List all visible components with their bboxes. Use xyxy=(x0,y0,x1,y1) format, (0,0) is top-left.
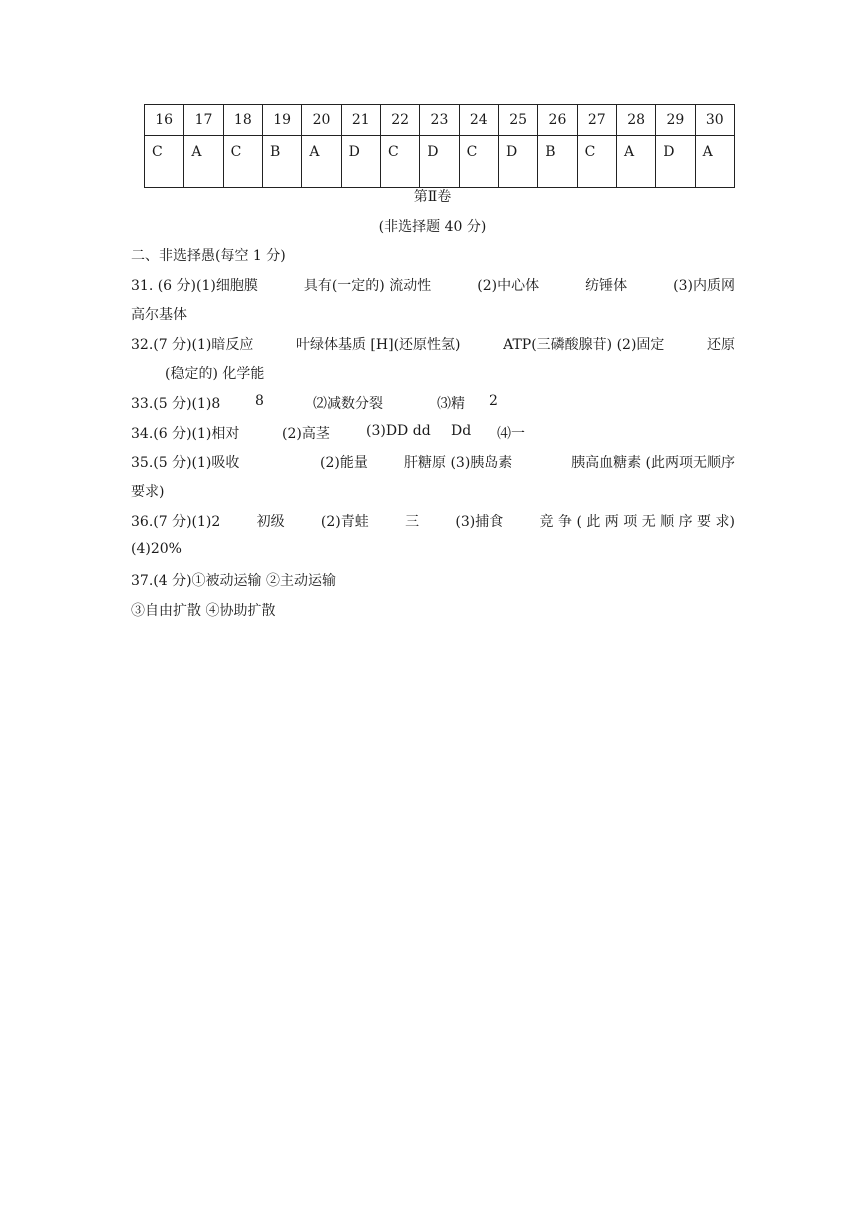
section-subtitle: (非选择题 40 分) xyxy=(378,219,487,235)
answer-segment: Dd xyxy=(451,423,472,439)
question-35-line-2: 要求) xyxy=(131,484,165,500)
section-heading: 二、非选择愚(每空 1 分) xyxy=(131,248,286,264)
answer-cell: B xyxy=(262,136,301,188)
answer-cell: D xyxy=(341,136,380,188)
answer-segment: 肝糖原 (3)胰岛素 xyxy=(404,455,513,471)
answer-segment: 还原 xyxy=(707,337,735,353)
answer-cell: C xyxy=(145,136,184,188)
answer-segment: (3)捕食 xyxy=(455,514,504,530)
answer-segment: 35.(5 分)(1)吸收 xyxy=(131,455,240,471)
answer-segment: ⑶精 xyxy=(437,396,465,412)
answer-segment: 三 xyxy=(405,514,420,530)
question-31-line-1 xyxy=(131,275,735,295)
answer-segment: 胰高血糖素 (此两项无顺序 xyxy=(571,455,735,471)
answer-cell: D xyxy=(656,136,695,188)
answer-cell: A xyxy=(616,136,655,188)
question-number-cell: 28 xyxy=(616,105,655,136)
answer-cell: C xyxy=(223,136,262,188)
answer-segment: 纺锤体 xyxy=(585,278,628,294)
answer-segment: (2)能量 xyxy=(320,455,368,471)
question-32-line-1 xyxy=(131,334,735,354)
answer-segment: ⑵减数分裂 xyxy=(313,396,383,412)
answer-segment: 具有(一定的) 流动性 xyxy=(303,278,432,294)
answer-segment: 8 xyxy=(255,393,264,409)
question-37-line-1: 37.(4 分)①被动运输 ②主动运输 xyxy=(131,573,336,589)
answer-segment: (2)中心体 xyxy=(477,278,540,294)
answer-cell: A xyxy=(184,136,223,188)
answer-segment: 2 xyxy=(489,393,498,409)
question-36-line-1 xyxy=(131,511,735,531)
question-31-line-2: 高尔基体 xyxy=(131,307,187,323)
answer-segment: (2)青蛙 xyxy=(320,514,369,530)
answer-cell: B xyxy=(538,136,577,188)
question-number-cell: 30 xyxy=(695,105,734,136)
answer-segment: 34.(6 分)(1)相对 xyxy=(131,426,240,442)
question-number-cell: 16 xyxy=(145,105,184,136)
question-number-cell: 22 xyxy=(380,105,419,136)
answer-segment: (3)内质网 xyxy=(673,278,735,294)
question-37-line-2: ③自由扩散 ④协助扩散 xyxy=(131,603,276,619)
answer-segment: (2)高茎 xyxy=(282,426,330,442)
question-number-cell: 17 xyxy=(184,105,223,136)
answer-segment: ATP(三磷酸腺苷) (2)固定 xyxy=(503,337,665,353)
answer-table-number-row xyxy=(145,105,735,136)
answer-cell: D xyxy=(498,136,537,188)
answer-segment: 叶绿体基质 [H](还原性氢) xyxy=(295,337,461,353)
answer-cell: A xyxy=(695,136,734,188)
question-32-line-2: (稳定的) 化学能 xyxy=(165,366,265,382)
answer-segment: 31. (6 分)(1)细胞膜 xyxy=(131,278,258,294)
question-number-cell: 27 xyxy=(577,105,616,136)
answer-segment: 33.(5 分)(1)8 xyxy=(131,396,221,412)
answer-cell: C xyxy=(380,136,419,188)
answer-table-answer-row xyxy=(145,136,735,188)
question-number-cell: 26 xyxy=(538,105,577,136)
question-number-cell: 20 xyxy=(302,105,341,136)
question-number-cell: 29 xyxy=(656,105,695,136)
answer-segment: 初级 xyxy=(256,514,285,530)
question-number-cell: 24 xyxy=(459,105,498,136)
answer-segment: ⑷一 xyxy=(497,426,525,442)
question-number-cell: 23 xyxy=(420,105,459,136)
answer-cell: C xyxy=(459,136,498,188)
answer-segment: (3)DD dd xyxy=(366,423,431,439)
question-number-cell: 21 xyxy=(341,105,380,136)
answer-segment: 32.(7 分)(1)暗反应 xyxy=(131,337,254,353)
answer-table xyxy=(144,104,735,188)
answer-segment: 竞 争 ( 此 两 项 无 顺 序 要 求) xyxy=(539,514,735,530)
answer-segment: 36.(7 分)(1)2 xyxy=(131,514,221,530)
answer-cell: C xyxy=(577,136,616,188)
question-number-cell: 19 xyxy=(262,105,301,136)
question-number-cell: 18 xyxy=(223,105,262,136)
answer-cell: A xyxy=(302,136,341,188)
question-number-cell: 25 xyxy=(498,105,537,136)
answer-cell: D xyxy=(420,136,459,188)
section-title: 第Ⅱ卷 xyxy=(413,189,452,205)
question-36-line-2: (4)20% xyxy=(131,541,182,557)
